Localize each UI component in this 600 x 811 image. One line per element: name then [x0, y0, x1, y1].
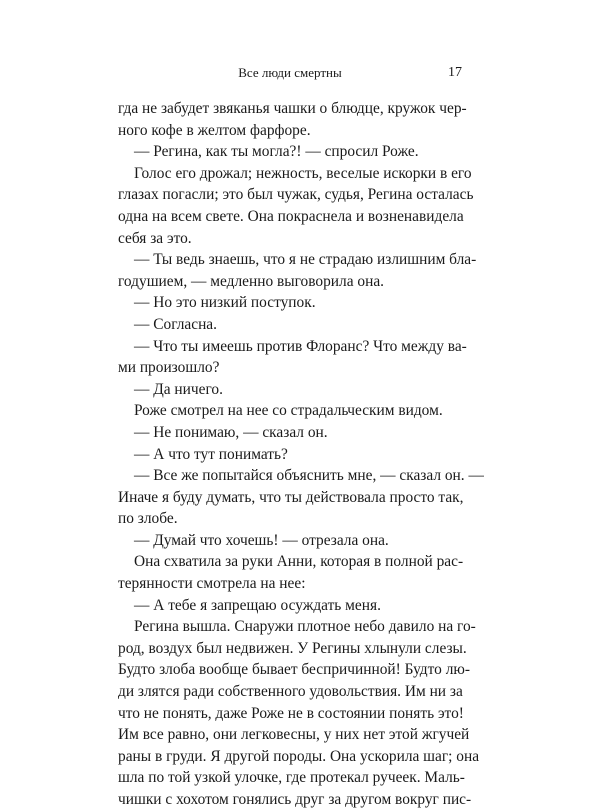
- text-line: что не понять, даже Роже не в состоянии понять это!: [118, 704, 464, 722]
- text-line: — Что ты имеешь против Флоранс? Что между ва-: [134, 337, 467, 355]
- running-header: [118, 63, 462, 83]
- text-line: — Регина, как ты могла?! — спросил Роже.: [134, 143, 419, 161]
- text-line: Им все равно, они легковесны, у них нет этой жгучей: [118, 726, 470, 744]
- text-line: род, воздух был недвижен. У Регины хлынули слезы.: [118, 639, 467, 657]
- text-line: раны в груди. Я другой породы. Она ускорила шаг; она: [118, 747, 480, 765]
- text-line: одна на всем свете. Она покраснела и возненавидела: [118, 207, 464, 225]
- text-line: — Ты ведь знаешь, что я не страдаю излишним бла-: [134, 251, 477, 269]
- text-line: себя за это.: [118, 229, 192, 247]
- text-line: — Все же попытайся объяснить мне, — сказал он. —: [134, 467, 484, 485]
- text-line: ного кофе в желтом фарфоре.: [118, 121, 311, 139]
- text-line: — А тебе я запрещаю осуждать меня.: [134, 596, 381, 614]
- text-line: — Не понимаю, — сказал он.: [134, 423, 328, 441]
- running-title: Все люди смертны: [238, 65, 342, 80]
- text-line: шла по той узкой улочке, где протекал ручеек. Маль-: [118, 769, 465, 787]
- text-line: — Думай что хочешь! — отрезала она.: [134, 531, 389, 549]
- text-line: Иначе я буду думать, что ты действовала просто так,: [118, 488, 464, 506]
- text-line: ми произошло?: [118, 359, 220, 377]
- text-line: терянности смотрела на нее:: [118, 575, 306, 593]
- text-line: Роже смотрел на нее со страдальческим видом.: [134, 402, 443, 420]
- text-line: Будто злоба вообще бывает беспричинной! Будто лю-: [118, 661, 470, 679]
- text-line: Голос его дрожал; нежность, веселые искорки в его: [134, 164, 472, 182]
- text-line: — Но это низкий поступок.: [134, 294, 316, 312]
- text-line: Она схватила за руки Анни, которая в полной рас-: [134, 553, 464, 571]
- page-number: 17: [448, 65, 462, 80]
- text-line: гда не забудет звяканья чашки о блюдце, кружок чер-: [118, 100, 467, 117]
- text-line: Регина вышла. Снаружи плотное небо давило на го-: [134, 618, 476, 636]
- text-line: ди злятся ради собственного удовольствия. Им ни за: [118, 683, 463, 701]
- body-text: [118, 98, 484, 811]
- text-line: чишки с хохотом гонялись друг за другом вокруг пис-: [118, 791, 472, 808]
- text-line: — Да ничего.: [134, 380, 223, 398]
- text-line: — А что тут понимать?: [134, 445, 288, 463]
- text-line: по злобе.: [118, 510, 178, 528]
- text-line: годушием, — медленно выговорила она.: [118, 272, 385, 290]
- text-line: — Согласна.: [134, 315, 217, 333]
- text-line: глазах погасли; это был чужак, судья, Регина осталась: [118, 186, 474, 204]
